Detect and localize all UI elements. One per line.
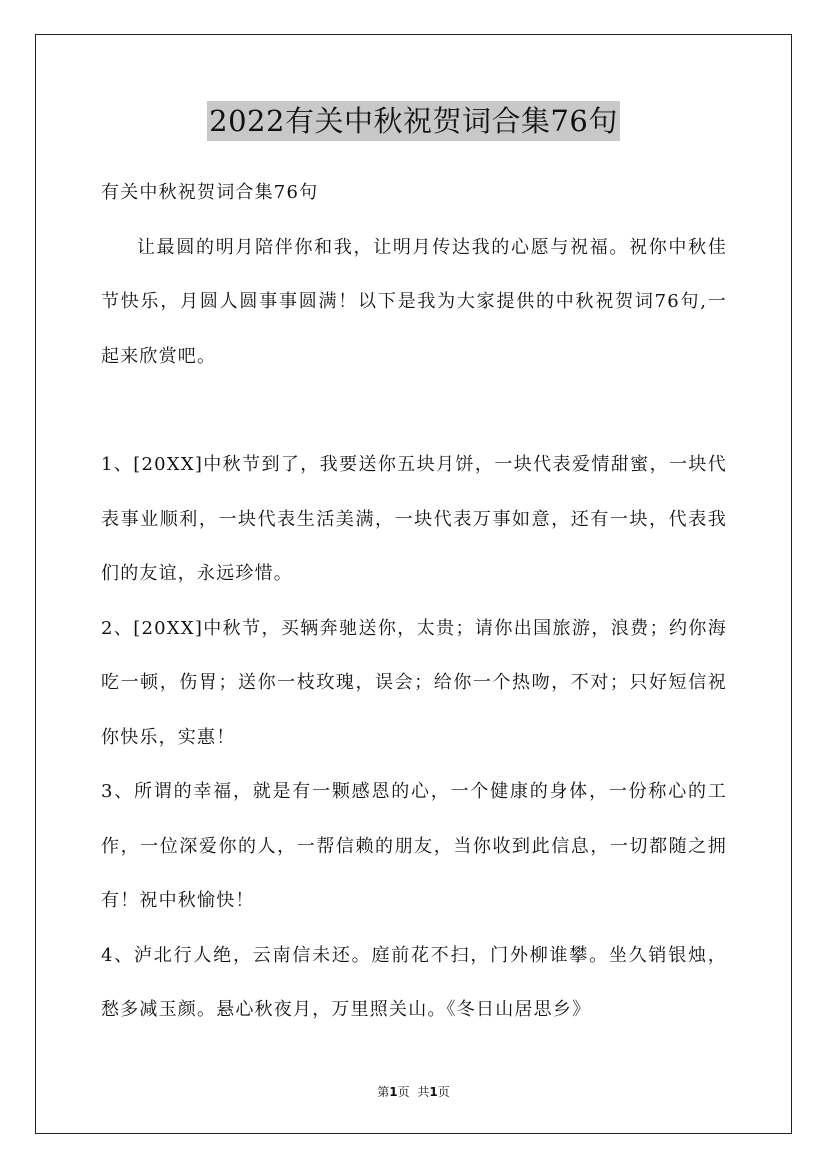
list-item: 3、所谓的幸福，就是有一颗感恩的心，一个健康的身体，一份称心的工作，一位深爱你的人，一帮信赖的朋友，当你收到此信息，一切都随之拥有！祝中秋愉快！ [101, 781, 727, 911]
page-prefix: 第 [377, 1085, 390, 1099]
list-item: 2、[20XX]中秋节，买辆奔驰送你，太贵；请你出国旅游，浪费；约你海吃一顿，伤胃；送你一枝玫瑰，误会；给你一个热吻，不对；只好短信祝你快乐，实惠！ [101, 617, 727, 748]
page-suffix: 页 [397, 1085, 410, 1099]
document-body [101, 166, 727, 1038]
list-item: 4、泸北行人绝，云南信未还。庭前花不扫，门外柳谁攀。坐久销银烛，愁多减玉颜。悬心秋夜月，万里照关山。《冬日山居思乡》 [101, 944, 727, 1020]
title-container [0, 101, 827, 141]
list-item: 1、[20XX]中秋节到了，我要送你五块月饼，一块代表爱情甜蜜，一块代表事业顺利，一块代表生活美满，一块代表万事如意，还有一块，代表我们的友谊，永远珍惜。 [101, 454, 727, 584]
document-subtitle: 有关中秋祝贺词合集76句 [101, 182, 319, 203]
paragraph-spacer [101, 384, 727, 438]
page-number: 1 [389, 1085, 398, 1099]
total-pages: 1 [429, 1085, 438, 1099]
page-footer [0, 1084, 827, 1100]
total-suffix: 页 [437, 1085, 450, 1099]
document-title: 2022有关中秋祝贺词合集76句 [207, 101, 620, 141]
intro-paragraph: 让最圆的明月陪伴你和我，让明月传达我的心愿与祝福。祝你中秋佳节快乐，月圆人圆事事圆满！以下是我为大家提供的中秋祝贺词76句,一起来欣赏吧。 [101, 236, 727, 367]
total-prefix: 共 [417, 1085, 430, 1099]
